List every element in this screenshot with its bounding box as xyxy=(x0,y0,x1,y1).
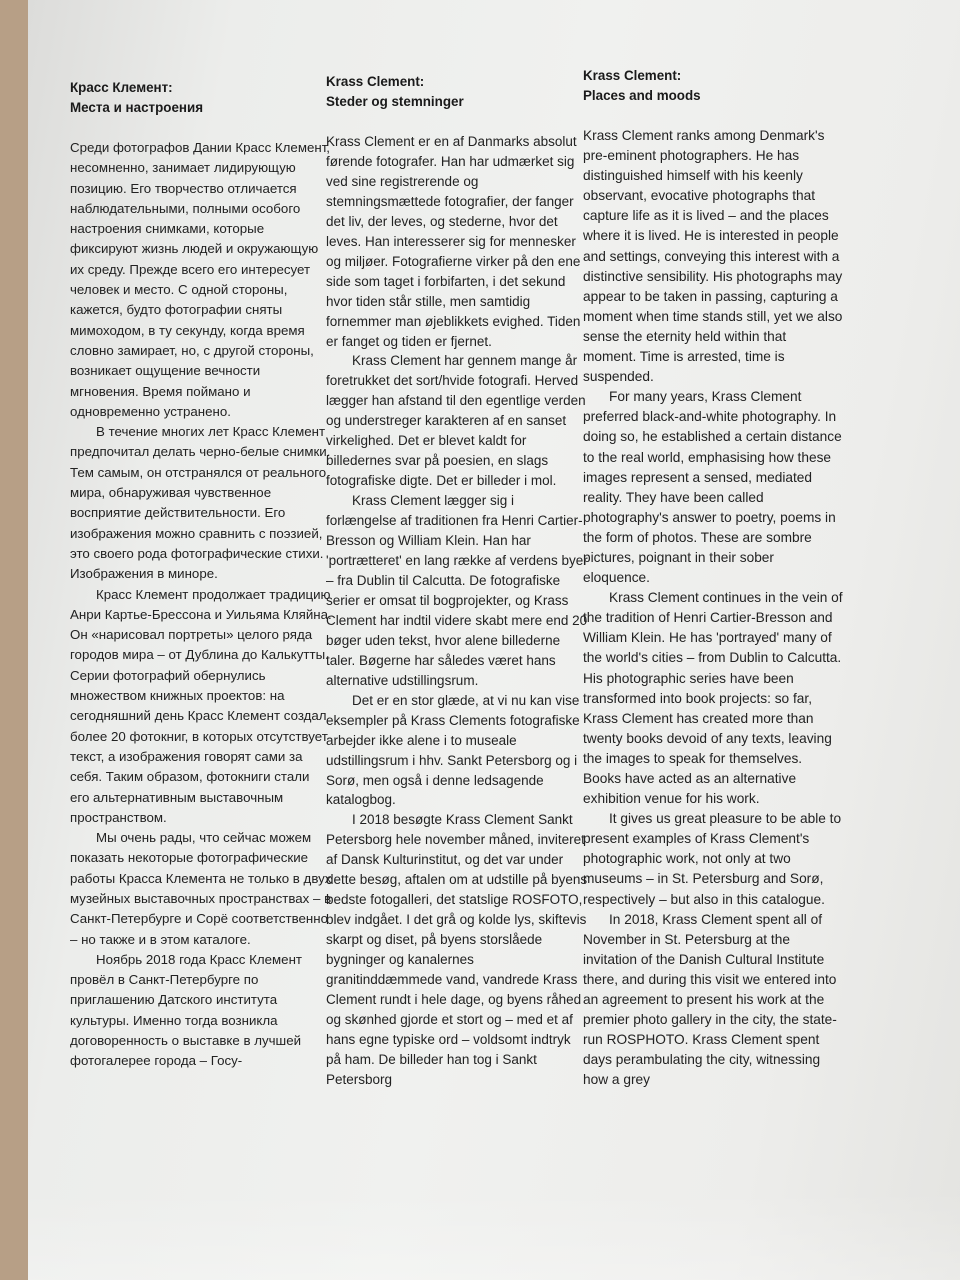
russian-paragraph-5: Ноябрь 2018 года Красс Клемент провёл в Санкт-Петербурге по приглашению Датского института культуры. Именно тогда возникла договоренность о выставке в лучшей фотогалерее города – Госу- xyxy=(70,951,303,1069)
english-paragraph-1: Krass Clement ranks among Denmark's pre-eminent photographers. He has distinguished himself with his keenly observant, evocative photographs that capture life as it is lived – and the places where it is lived. He is interested in people and settings, conveying this interest with a distinctive sensibility. His photographs may appear to be taken in passing, capturing a moment when time stands still, yet we also sense the eternity held within that moment. Time is arrested, time is suspended. xyxy=(583,128,843,385)
danish-column xyxy=(326,72,588,1090)
danish-paragraph-3: Krass Clement lægger sig i forlængelse af traditionen fra Henri Cartier-Bresson og William Klein. Han har 'portrætteret' en lang række af verdens byer – fra Dublin til Calcutta. De fotografiske serier er omsat til bogprojekter, og Krass Clement har indtil videre skabt mere end 20 bøger uden tekst, hvor alene billederne taler. Bøgerne har således været hans alternative udstillingsrum. xyxy=(326,493,588,688)
russian-title xyxy=(70,78,332,118)
russian-paragraph-3: Красс Клемент продолжает традицию Анри Картье-Брессона и Уильяма Кляйна. Он «нарисовал портреты» целого ряда городов мира – от Дублина до Калькутты. Серии фотографий обернулись множеством книжных проектов: на сегодняшний день Красс Клемент создал более 20 фотокниг, в которых отсутствует текст, а изображения говорят сами за себя. Таким образом, фотокниги стали его альтернативным выставочным пространством. xyxy=(70,586,332,825)
danish-title-line2: Steder og stemninger xyxy=(326,94,464,109)
russian-title-line2: Места и настроения xyxy=(70,100,204,115)
english-title xyxy=(583,66,843,106)
english-title-line2: Places and moods xyxy=(583,88,701,103)
english-paragraph-3: Krass Clement continues in the vein of the tradition of Henri Cartier-Bresson and William Klein. He has 'portrayed' many of the world's cities – from Dublin to Calcutta. His photographic series have been transformed into book projects: so far, Krass Clement has created more than twenty books devoid of any texts, leaving the images to speak for themselves. Books have acted as an alternative exhibition venue for his work. xyxy=(583,590,843,807)
russian-paragraph-1: Среди фотографов Дании Красс Клемент, несомненно, занимает лидирующую позицию. Его творчество отличается наблюдательными, полными особого настроения снимками, которые фиксируют жизнь людей и окружающую их среду. Прежде всего его интересует человек и место. С одной стороны, кажется, будто фотографии сняты мимоходом, в ту секунду, когда время словно замирает, но, с другой стороны, возникает ощущение вечности мгновения. Время поймано и одновременно устранено. xyxy=(70,140,331,419)
catalogue-page xyxy=(28,0,960,1280)
danish-title xyxy=(326,72,588,112)
russian-title-line1: Красс Клемент: xyxy=(70,80,173,95)
page-lighting-gradient xyxy=(28,1190,960,1280)
english-paragraph-5: In 2018, Krass Clement spent all of November in St. Petersburg at the invitation of the Danish Cultural Institute there, and during this visit we entered into an agreement to present his work at the premier photo gallery in the city, the state-run ROSPHOTO. Krass Clement spent days perambulating the city, witnessing how a grey xyxy=(583,911,837,1088)
danish-paragraph-1: Krass Clement er en af Danmarks absolut førende fotografer. Han har udmærket sig ved sine registrerende og stemningsmættede fotografier, der fanger det liv, der leves, og stederne, hvor det leves. Han interesserer sig for mennesker og miljøer. Fotografierne virker på den ene side som taget i forbifarten, i det sekund hvor tiden står stille, men samtidig fornemmer man øjeblikkets evighed. Tiden er fanget og tiden er fjernet. xyxy=(326,134,581,349)
english-column xyxy=(583,66,843,1091)
danish-title-line1: Krass Clement: xyxy=(326,74,425,89)
english-title-line1: Krass Clement: xyxy=(583,68,682,83)
danish-paragraph-5: I 2018 besøgte Krass Clement Sankt Petersborg hele november måned, inviteret af Dansk Kulturinstitut, og det var under dette besøg, aftalen om at udstille på byens bedste fotogalleri, det statslige ROSFOTO, blev indgået. I det grå og kolde lys, skiftevis skarpt og diset, på byens storslåede bygninger og kanalernes granitinddæmmede vand, vandrede Krass Clement rundt i hele dage, og byens råhed og skønhed gjorde et stort og – med et af hans egne typiske ord – voldsomt indtryk på ham. De billeder han tog i Sankt Petersborg xyxy=(326,812,588,1087)
danish-paragraph-4: Det er en stor glæde, at vi nu kan vise eksempler på Krass Clements fotografiske arbejder ikke alene i to museale udstillingsrum i hhv. Sankt Petersborg og i Sorø, men også i denne ledsagende katalogbog. xyxy=(326,692,580,808)
russian-column xyxy=(70,78,332,1072)
english-paragraph-2: For many years, Krass Clement preferred black-and-white photography. In doing so, he established a certain distance to the real world, emphasising how these images represent a sensed, mediated reality. They have been called photography's answer to poetry, poems in the form of photos. These are sombre pictures, poignant in their sober eloquence. xyxy=(583,389,842,586)
english-paragraph-4: It gives us great pleasure to be able to present examples of Krass Clement's photographic work, not only at two museums – in St. Petersburg and Sorø, respectively – but also in this catalogue. xyxy=(583,811,842,907)
russian-paragraph-4: Мы очень рады, что сейчас можем показать некоторые фотографические работы Красса Клемента не только в двух музейных выставочных пространствах – в Санкт-Петербурге и Сорё соответственно – но также и в этом каталоге. xyxy=(70,830,332,947)
russian-paragraph-2: В течение многих лет Красс Клемент предпочитал делать черно-белые снимки. Тем самым, он отстранялся от реального мира, обнаруживая чувственное восприятие действительности. Его изображения можно сравнить с поэзией, это своего рода фотографические стихи. Изображения в миноре. xyxy=(70,424,331,582)
danish-paragraph-2: Krass Clement har gennem mange år foretrukket det sort/hvide fotografi. Herved lægger han afstand til den egentlige verden og understreger karakteren af en sanset virkelighed. Det er blevet kaldt for billedernes svar på poesien, en slags fotografiske digte. Det er billeder i mol. xyxy=(326,353,586,489)
